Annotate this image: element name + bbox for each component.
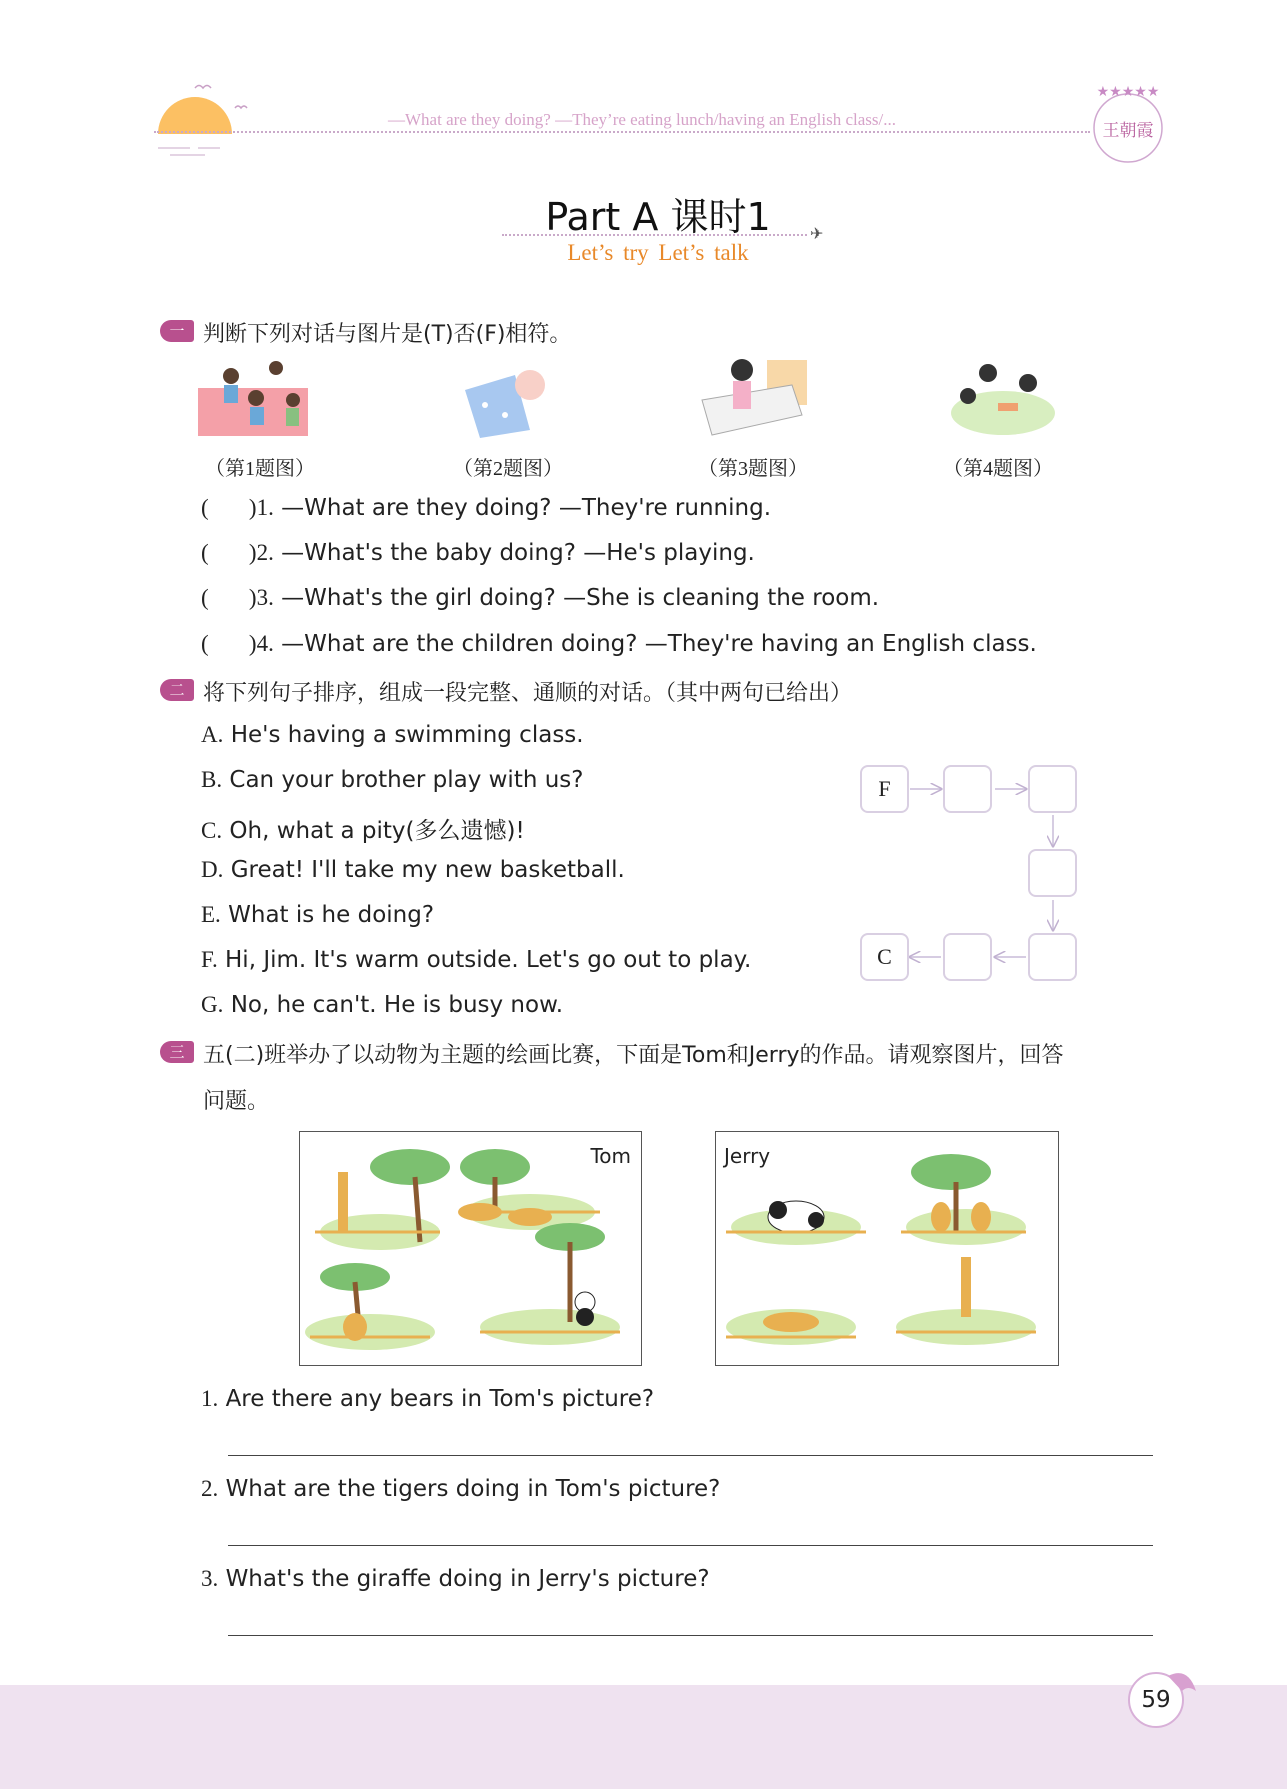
sentence-d: D. Great! I'll take my new basketball. [201, 857, 625, 883]
order-box-7: C [860, 933, 909, 981]
section2-instruction: 将下列句子排序，组成一段完整、通顺的对话。（其中两句已给出） [203, 681, 853, 706]
answer-line-3[interactable] [228, 1635, 1153, 1636]
section-badge: 一 [160, 320, 194, 342]
lesson-subtitle: Let’s try Let’s talk [567, 240, 749, 265]
svg-text:★★★★★: ★★★★★ [1096, 84, 1160, 100]
caption-2: （第2题图） [453, 458, 563, 480]
section3-instruction: 五(二)班举办了以动物为主题的绘画比赛，下面是Tom和Jerry的作品。请观察图片，回答 [203, 1043, 1064, 1068]
brand-logo [1088, 78, 1168, 168]
answer-blank[interactable]: ( ) [201, 631, 257, 656]
tf-item: ( )4. —What are the children doing? —They're having an English class. [201, 631, 1037, 657]
answer-blank[interactable]: ( ) [201, 495, 257, 520]
fish-icon: ✈ [810, 224, 824, 243]
question-1: 1. Are there any bears in Tom's picture? [201, 1386, 655, 1412]
answer-line-2[interactable] [228, 1545, 1153, 1546]
order-box-3[interactable] [1028, 765, 1077, 813]
order-box-4[interactable] [1028, 849, 1077, 897]
sentence-a: A. He's having a swimming class. [201, 722, 584, 748]
question-2: 2. What are the tigers doing in Tom's picture? [201, 1476, 721, 1502]
sentence-b: B. Can your brother play with us? [201, 767, 584, 793]
page-title: Part A 课时1 [545, 195, 771, 239]
header-divider [154, 131, 1090, 133]
answer-blank[interactable]: ( ) [201, 585, 257, 610]
children-eating-image [948, 358, 1058, 442]
caption-4: （第4题图） [943, 458, 1053, 480]
title-divider [502, 234, 807, 236]
tom-picture [299, 1131, 642, 1366]
answer-line-1[interactable] [228, 1455, 1153, 1456]
running-kids-image [196, 358, 311, 440]
order-box-5[interactable] [1028, 933, 1077, 981]
sentence-g: G. No, he can't. He is busy now. [201, 992, 564, 1018]
svg-text:王朝霞: 王朝霞 [1102, 121, 1154, 141]
sentence-e: E. What is he doing? [201, 902, 435, 928]
answer-blank[interactable]: ( ) [201, 540, 257, 565]
order-box-6[interactable] [943, 933, 992, 981]
tf-item: ( )3. —What's the girl doing? —She is cleaning the room. [201, 585, 880, 611]
girl-cleaning-image [697, 355, 812, 443]
caption-1: （第1题图） [205, 458, 315, 480]
order-box-2[interactable] [943, 765, 992, 813]
section-badge: 三 [160, 1041, 194, 1063]
section1-instruction: 判断下列对话与图片是(T)否(F)相符。 [203, 322, 572, 347]
jerry-picture [715, 1131, 1059, 1366]
baby-image [460, 360, 560, 440]
caption-3: （第3题图） [698, 458, 808, 480]
question-3: 3. What's the giraffe doing in Jerry's picture? [201, 1566, 710, 1592]
page-number: 59 [1141, 1687, 1171, 1713]
order-box-1: F [860, 765, 909, 813]
zoo-drawing [300, 1132, 640, 1364]
sentence-c: C. Oh, what a pity(多么遗憾)! [201, 818, 525, 844]
sentence-f: F. Hi, Jim. It's warm outside. Let's go out to play. [201, 947, 752, 973]
footer-band [0, 1685, 1287, 1789]
section3-instruction-cont: 问题。 [203, 1089, 270, 1114]
sunset-icon [150, 78, 260, 158]
tom-label: Tom [590, 1144, 631, 1168]
jerry-label: Jerry [724, 1144, 771, 1168]
header-subtitle: —What are they doing? —They’re eating lunch/having an English class/... [388, 110, 896, 129]
section-badge: 二 [160, 679, 194, 701]
tf-item: ( )2. —What's the baby doing? —He's playing. [201, 540, 755, 566]
tf-item: ( )1. —What are they doing? —They're running. [201, 495, 772, 521]
